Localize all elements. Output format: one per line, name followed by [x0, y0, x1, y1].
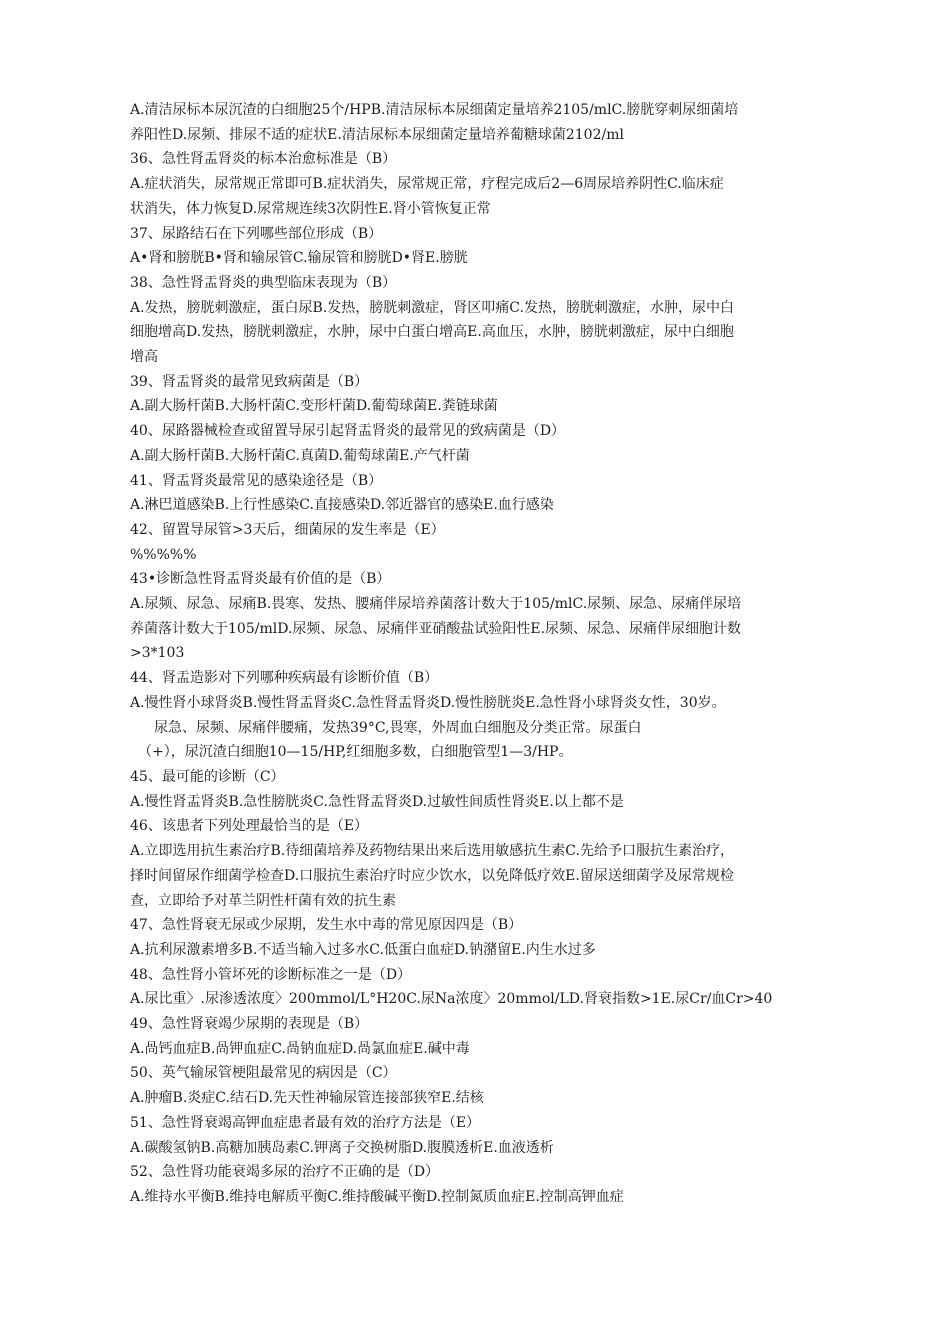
text-line: A.慢性肾盂肾炎B.急性膀胱炎C.急性肾盂肾炎D.过敏性间质性肾炎E.以上都不是	[130, 793, 624, 810]
text-line: A.清洁尿标本尿沉渣的白细胞25个/HPB.清洁尿标本尿细菌定量培养2105/mlC.膀胱穿刺尿细菌培	[130, 102, 739, 118]
text-line: 48、急性肾小管坏死的诊断标准之一是（D）	[130, 966, 412, 983]
text-line: 39、肾盂肾炎的最常见致病菌是（B）	[130, 373, 369, 390]
text-line: A.发热，膀胱刺激症，蛋白尿B.发热，膀胱刺激症，肾区叩痛C.发热，膀胱刺激症，水肿，尿中白	[130, 299, 734, 316]
document-page	[130, 98, 820, 1210]
text-line: 42、留置导尿管>3天后，细菌尿的发生率是（E）	[130, 521, 445, 538]
text-line: A.立即选用抗生素治疗B.待细菌培养及药物结果出来后选用敏感抗生素C.先给予口服抗生素治疗，	[130, 843, 734, 860]
text-line: 43•诊断急性肾盂肾炎最有价值的是（B）	[130, 571, 391, 588]
text-line: 47、急性肾衰无尿或少尿期，发生水中毒的常见原因四是（B）	[130, 917, 523, 934]
text-line: A.碳酸氢钠B.高糖加胰岛素C.钾离子交换树脂D.腹膜透析E.血液透析	[130, 1139, 554, 1156]
text-line: A.症状消失，尿常规正常即可B.症状消失，尿常规正常，疗程完成后2—6周尿培养阴性C.临床症	[130, 176, 724, 193]
text-line: （+），尿沉渣白细胞10—15/HP,红细胞多数，白细胞管型1—3/HP。	[138, 744, 573, 761]
text-line: >3*103	[130, 645, 185, 662]
text-line: 择时间留尿作细菌学检查D.口服抗生素治疗时应少饮水，以免降低疗效E.留尿送细菌学及尿常规检	[130, 867, 734, 884]
text-line: 52、急性肾功能衰竭多尿的治疗不正确的是（D）	[130, 1164, 440, 1181]
text-line: 36、急性肾盂肾炎的标本治愈标准是（B）	[130, 151, 397, 168]
text-line: A.尿频、尿急、尿痛B.畏寒、发热、腰痛伴尿培养菌落计数大于105/mlC.尿频、尿急、尿痛伴尿培	[130, 596, 742, 613]
text-line: 41、肾盂肾炎最常见的感染途径是（B）	[130, 472, 383, 489]
text-line: A•肾和膀胱B•肾和输尿管C.输尿管和膀胱D•肾E.膀胱	[130, 250, 468, 267]
text-line: 养菌落计数大于105/mlD.尿频、尿急、尿痛伴亚硝酸盐试验阳性E.尿频、尿急、尿痛伴尿细胞计数	[130, 620, 742, 637]
text-line: A.慢性肾小球肾炎B.慢性肾盂肾炎C.急性肾盂肾炎D.慢性膀胱炎E.急性肾小球肾炎女性，30岁。	[130, 694, 726, 711]
text-line: 45、最可能的诊断（C）	[130, 768, 285, 785]
text-line: A.抗利尿激素增多B.不适当输入过多水C.低蛋白血症D.钠潴留E.内生水过多	[130, 941, 596, 958]
text-line: 49、急性肾衰竭少尿期的表现是（B）	[130, 1016, 369, 1033]
text-line: A.咼钙血症B.咼钾血症C.咼钠血症D.咼氯血症E.碱中毒	[130, 1040, 470, 1057]
text-line: 51、急性肾衰竭高钾血症患者最有效的治疗方法是（E）	[130, 1114, 481, 1131]
text-line: 44、肾盂造影对下列哪种疾病最有诊断价值（B）	[130, 670, 439, 687]
text-line: 查，立即给予对革兰阴性杆菌有效的抗生素	[130, 892, 396, 909]
text-line: 37、尿路结石在下列哪些部位形成（B）	[130, 225, 383, 242]
text-line: A.肿瘤B.炎症C.结石D.先天性神输尿管连接部狭窄E.结核	[130, 1090, 484, 1107]
text-line: 38、急性肾盂肾炎的典型临床表现为（B）	[130, 274, 397, 291]
text-line: A.副大肠杆菌B.大肠杆菌C.变形杆菌D.葡萄球菌E.粪链球菌	[130, 398, 498, 415]
text-line: 尿急、尿频、尿痛伴腰痛，发热39°C,畏寒，外周血白细胞及分类正常。尿蛋白	[154, 719, 642, 736]
text-line: A.副大肠杆菌B.大肠杆菌C.真菌D.葡萄球菌E.产气杆菌	[130, 447, 470, 464]
text-line: 50、英气输尿管梗阻最常见的病因是（C）	[130, 1065, 397, 1082]
text-line: 养阳性D.尿频、排尿不适的症状E.清洁尿标本尿细菌定量培养葡糖球菌2102/ml	[130, 126, 624, 143]
text-line: A.淋巴道感染B.上行性感染C.直接感染D.邻近器官的感染E.血行感染	[130, 497, 554, 514]
text-line: %%%%%	[130, 546, 197, 563]
text-line: 细胞增高D.发热，膀胱刺激症，水肿，尿中白蛋白增高E.高血压，水肿，膀胱刺激症，尿中白细胞	[130, 324, 734, 341]
text-line: 状消失，体力恢复D.尿常规连续3次阴性E.肾小管恢复正常	[130, 200, 491, 217]
text-line: A.尿比重〉.尿渗透浓度〉200mmol/L°H20C.尿Na浓度〉20mmol/LD.肾衰指数>1E.尿Cr/血Cr>40	[130, 991, 773, 1008]
text-line: 40、尿路器械检查或留置导尿引起肾盂肾炎的最常见的致病菌是（D）	[130, 423, 566, 440]
text-line: A.维持水平衡B.维持电解质平衡C.维持酸碱平衡D.控制氮质血症E.控制高钾血症	[130, 1188, 624, 1205]
text-line: 46、该患者下列处理最恰当的是（E）	[130, 818, 369, 835]
text-line: 增高	[130, 349, 158, 366]
